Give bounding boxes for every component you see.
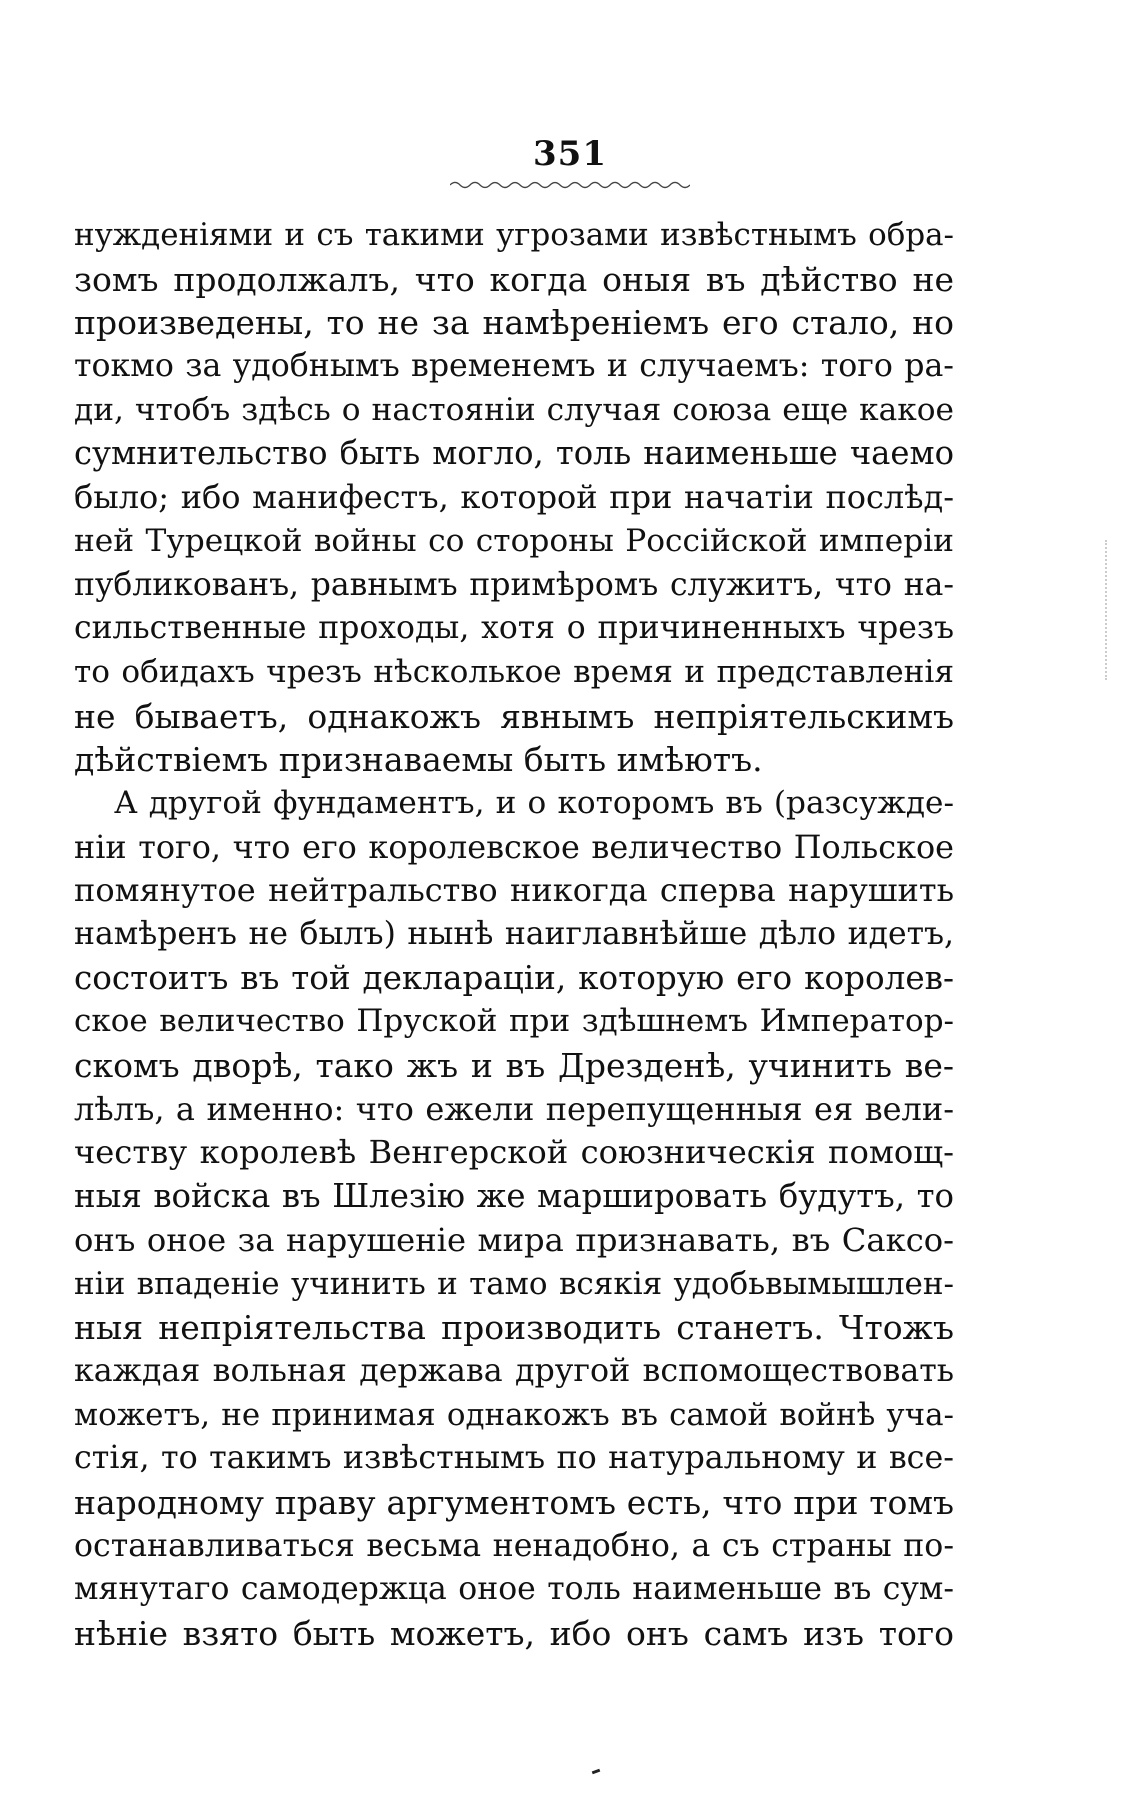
- text-line: можетъ, не принимая однакожъ въ самой войнѣ уча-: [74, 1396, 954, 1433]
- text-line: стія, то такимъ извѣстнымъ по натуральному и все-: [74, 1440, 954, 1477]
- text-line: ныя непріятельства производить станетъ. Чтожъ: [74, 1308, 954, 1348]
- text-line: помянутое нейтральство никогда сперва нарушить: [74, 871, 954, 910]
- header-ornament-rule: [450, 180, 690, 190]
- text-line: публикованъ, равнымъ примѣромъ служитъ, что на-: [74, 566, 954, 603]
- text-line: ское величество Пруской при здѣшнемъ Император-: [74, 1003, 954, 1040]
- text-line: скомъ дворѣ, тако жъ и въ Дрезденѣ, учинить ве-: [74, 1046, 954, 1086]
- text-line: произведены, то не за намѣреніемъ его стало, но: [74, 303, 954, 343]
- text-line: ніи впаденіе учинить и тамо всякія удобьвымышлен-: [74, 1265, 954, 1302]
- text-line: ніи того, что его королевское величество Польское: [74, 827, 954, 866]
- text-line: зомъ продолжалъ, что когда оныя въ дѣйство не: [74, 259, 954, 299]
- text-line: народному праву аргументомъ есть, что при томъ: [74, 1482, 954, 1522]
- text-line: лѣлъ, а именно: что ежели перепущенныя ея вели-: [74, 1089, 954, 1128]
- text-line: нужденіями и съ такими угрозами извѣстнымъ обра-: [74, 217, 954, 253]
- text-line: сильственные проходы, хотя о причиненныхъ чрезъ: [74, 610, 954, 647]
- text-line: останавливаться весьма ненадобно, а съ страны по-: [74, 1527, 954, 1564]
- text-line: мянутаго самодержца оное толь наименьше въ сум-: [74, 1571, 954, 1608]
- paragraph-2: [74, 782, 954, 1656]
- text-line: не бываетъ, однакожъ явнымъ непріятельскимъ: [74, 696, 954, 736]
- text-line: токмо за удобнымъ временемъ и случаемъ: того ра-: [74, 348, 954, 385]
- text-line: А другой фундаментъ, и о которомъ въ (разсужде-: [114, 784, 954, 821]
- text-line: ныя войска въ Шлезію же маршировать будутъ, то: [74, 1177, 954, 1216]
- text-line: дѣйствіемъ признаваемы быть имѣютъ.: [74, 740, 763, 780]
- text-line: было; ибо манифестъ, которой при начатіи послѣд-: [74, 478, 954, 517]
- page-header: [0, 134, 1140, 174]
- text-line: честву королевѣ Венгерской союзническія помощ-: [74, 1133, 954, 1172]
- text-line: намѣренъ не былъ) нынѣ наиглавнѣйше дѣло идетъ,: [74, 916, 954, 952]
- body-text: [74, 214, 954, 1656]
- margin-speckle: [1105, 540, 1109, 680]
- text-line: то обидахъ чрезъ нѣсколькое время и представленія: [74, 653, 954, 690]
- text-line: ней Турецкой войны со стороны Россійской имперіи: [74, 522, 954, 559]
- text-line: онъ оное за нарушеніе мира признавать, въ Саксо-: [74, 1220, 954, 1259]
- page-number: 351: [533, 134, 607, 174]
- paragraph-1: [74, 214, 954, 782]
- text-line: ди, чтобъ здѣсь о настояніи случая союза еще какое: [74, 391, 954, 428]
- text-line: сумнительство быть могло, толь наименьше чаемо: [74, 434, 954, 473]
- text-line: каждая вольная держава другой вспомоществовать: [74, 1352, 954, 1389]
- ink-speck: [592, 1769, 601, 1775]
- text-line: нѣніе взято быть можетъ, ибо онъ самъ изъ того: [74, 1614, 954, 1653]
- text-line: состоитъ въ той декларацiи, которую его королев-: [74, 958, 954, 997]
